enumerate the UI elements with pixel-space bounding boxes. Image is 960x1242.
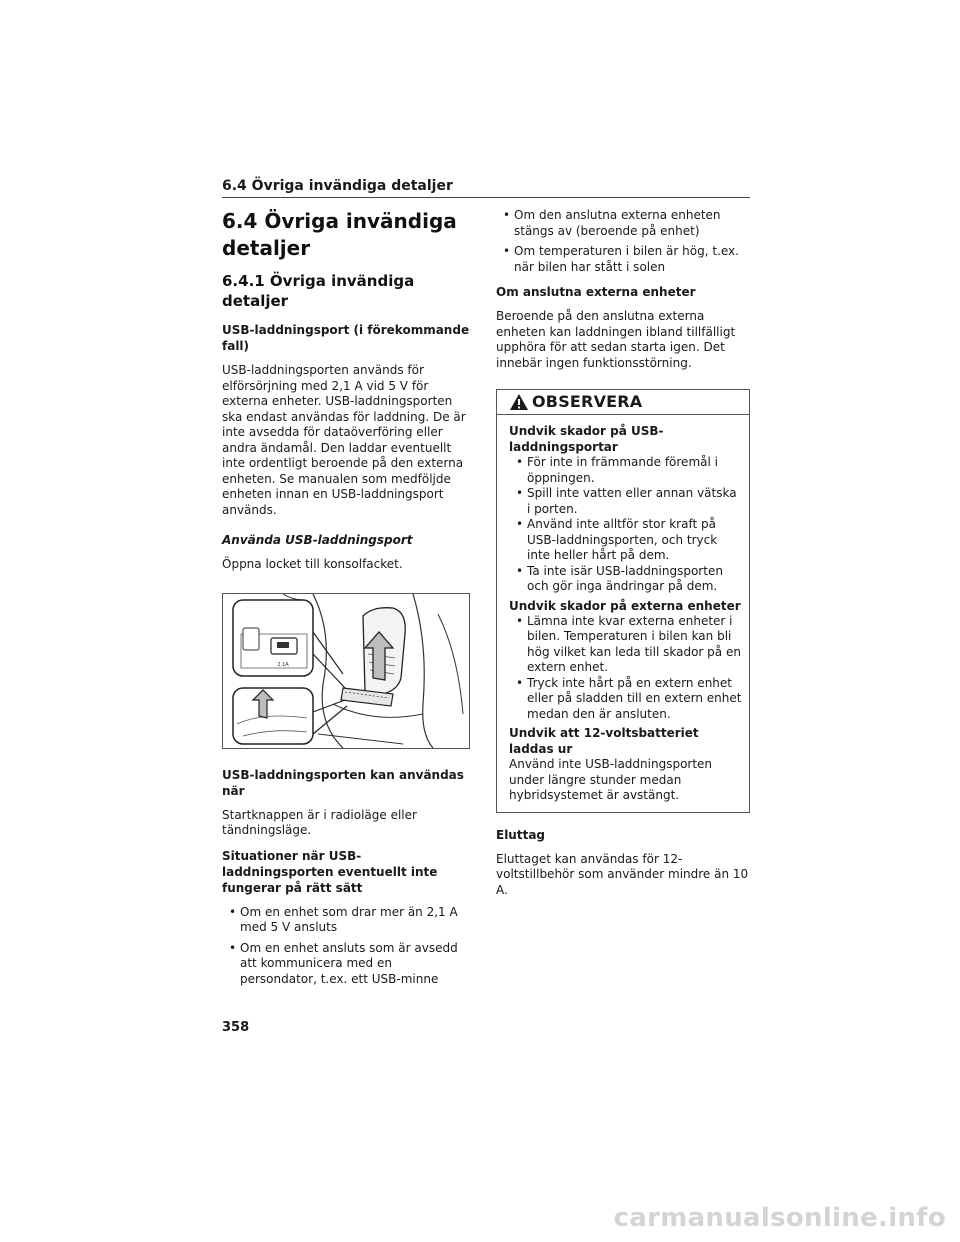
console-usb-illustration xyxy=(222,593,470,749)
left-column xyxy=(222,208,472,996)
list-item: • Om temperaturen i bilen är hög, t.ex. när bilen har stått i solen xyxy=(496,244,750,275)
warning-icon xyxy=(509,393,529,411)
list-item: • Om en enhet som drar mer än 2,1 A med 5 V ansluts xyxy=(222,905,472,936)
notice-body xyxy=(497,415,749,812)
notice-external-list xyxy=(509,614,743,723)
list-item: • Om den anslutna externa enheten stängs av (beroende på enhet) xyxy=(496,208,750,239)
notice-box xyxy=(496,389,750,813)
page-number: 358 xyxy=(222,1020,250,1035)
list-item: • Spill inte vatten eller annan vätska i porten. xyxy=(509,486,743,517)
subsection-title: 6.4.1 Övriga invändiga detaljer xyxy=(222,272,415,310)
notice-title: OBSERVERA xyxy=(532,392,643,411)
usb-when-heading: USB-laddningsporten kan användas när xyxy=(222,767,464,798)
usb-port-heading: USB-laddningsport (i förekommande fall) xyxy=(222,323,470,353)
list-item: • Ta inte isär USB-laddningsporten och gör inga ändringar på dem. xyxy=(509,564,743,595)
use-usb-instruction: Öppna locket till konsolfacket. xyxy=(222,557,403,571)
notice-battery-text: Använd inte USB-laddningsporten under längre stunder medan hybridsystemet är avstängt. xyxy=(509,757,713,802)
list-item: • Lämna inte kvar externa enheter i bilen. Temperaturen i bilen kan bli hög vilket kan leda till skador på en extern enhet. xyxy=(509,614,743,676)
section-title: 6.4 Övriga invändiga detaljer xyxy=(222,209,457,260)
use-usb-heading: Använda USB-laddningsport xyxy=(222,533,413,547)
notice-usb-list xyxy=(509,455,743,595)
notice-usb-heading: Undvik skador på USB-laddningsportar xyxy=(509,424,664,454)
outlet-text: Eluttaget kan användas för 12-voltstillbehör som använder mindre än 10 A. xyxy=(496,851,749,897)
list-item: • Tryck inte hårt på en extern enhet eller på sladden till en extern enhet medan den är ansluten. xyxy=(509,676,743,723)
list-item: • För inte in främmande föremål i öppningen. xyxy=(509,455,743,486)
notice-battery-heading: Undvik att 12-voltsbatteriet laddas ur xyxy=(509,726,699,756)
connected-devices-heading: Om anslutna externa enheter xyxy=(496,285,696,299)
list-item: • Använd inte alltför stor kraft på USB-laddningsporten, och tryck inte heller hårt på dem. xyxy=(509,517,743,564)
connected-devices-text: Beroende på den anslutna externa enheten kan laddningen ibland tillfälligt upphöra för att sedan starta igen. Det innebär ingen funktionsstörning. xyxy=(496,309,736,370)
list-item: • Om en enhet ansluts som är avsedd att kommunicera med en persondator, t.ex. ett USB-minne xyxy=(222,941,472,988)
usb-port-description: USB-laddningsporten används för elförsörjning med 2,1 A vid 5 V för externa enheter. USB-laddningsporten ska endast användas för laddning. De är inte avsedda för dataöverföring eller andra ändamål. Den laddar eventuellt inte ordentligt beroende på den externa enheten. Se manualen som medföljde enheten innan en USB-laddningsport används. xyxy=(222,363,466,517)
watermark: carmanualsonline.info xyxy=(613,1203,946,1233)
right-column xyxy=(496,208,750,907)
usb-situations-list xyxy=(222,905,472,988)
notice-header xyxy=(497,390,749,415)
outlet-heading: Eluttag xyxy=(496,827,546,842)
usb-situations-heading: Situationer när USB-laddningsporten eventuellt inte fungerar på rätt sätt xyxy=(222,848,438,895)
usb-situations-list-continued xyxy=(496,208,750,275)
usb-when-text: Startknappen är i radioläge eller tändningsläge. xyxy=(222,807,417,837)
svg-text:2.1A: 2.1A xyxy=(277,661,289,668)
notice-external-heading: Undvik skador på externa enheter xyxy=(509,598,741,613)
running-header: 6.4 Övriga invändiga detaljer xyxy=(222,178,750,198)
